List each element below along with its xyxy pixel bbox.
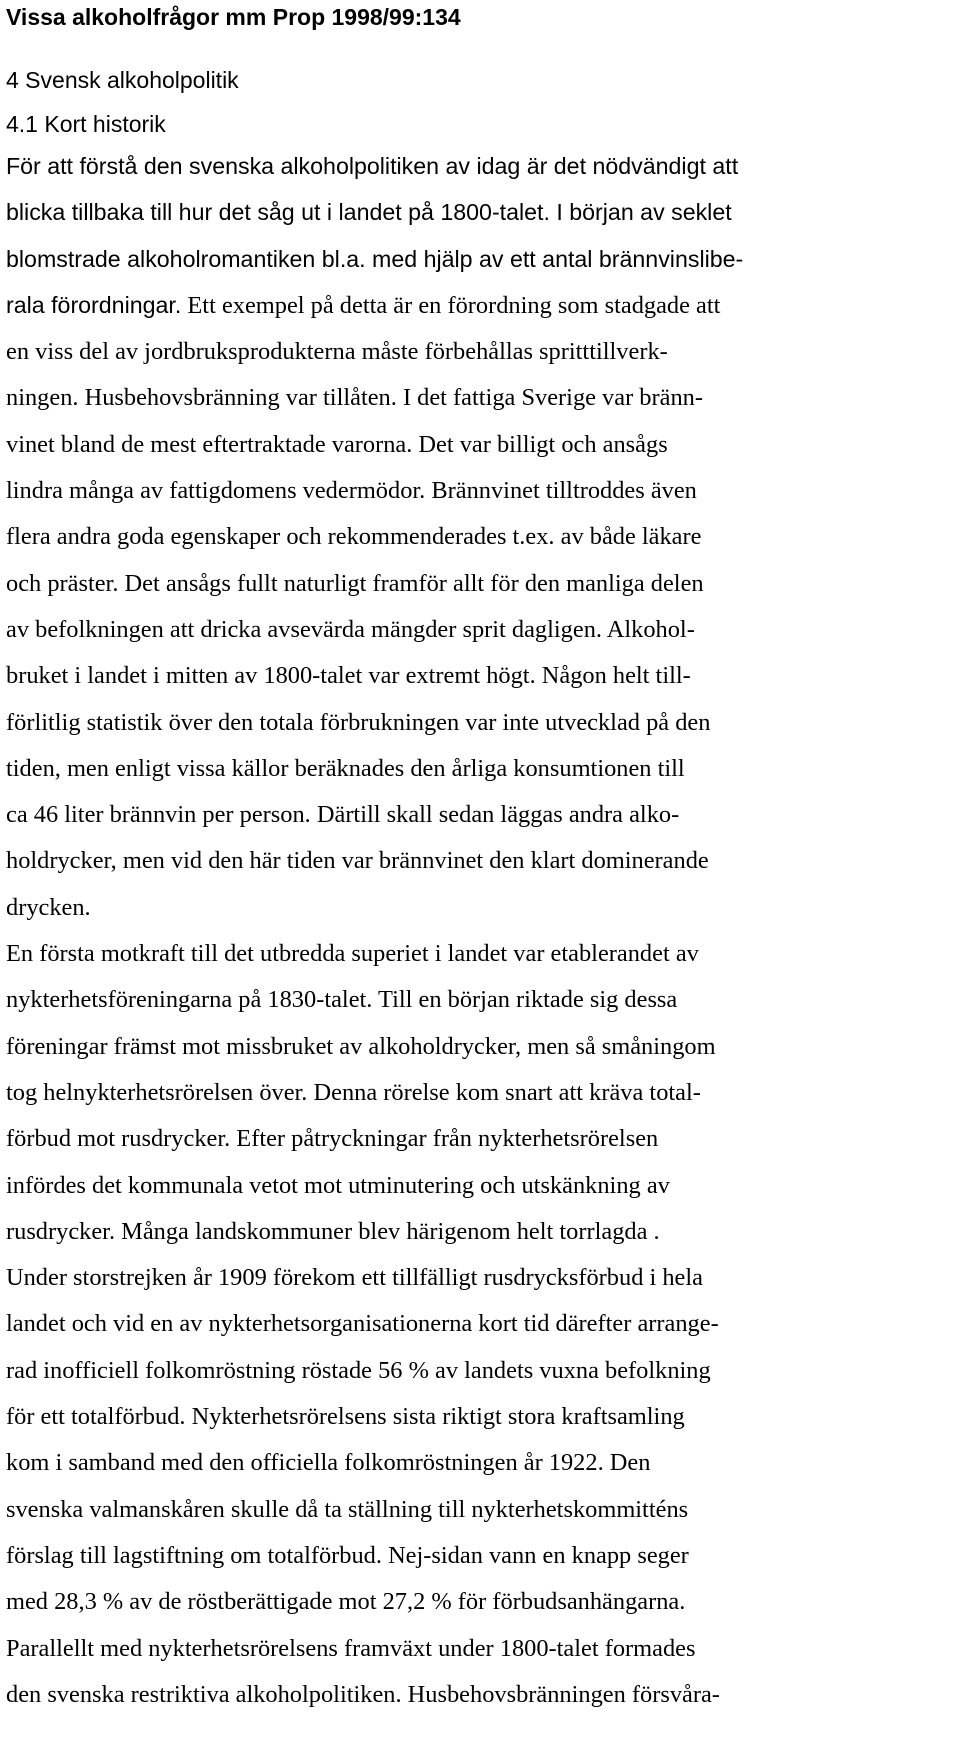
text-line: blicka tillbaka till hur det såg ut i landet på 1800-talet. I början av seklet	[6, 199, 732, 226]
subsection-heading: 4.1 Kort historik	[6, 111, 166, 137]
text-line: lindra många av fattigdomens vedermödor. Brännvinet tilltroddes även	[6, 477, 697, 505]
text-fragment: Ett exempel på detta är en förordning som stadgade att	[181, 291, 721, 319]
text-line: förslag till lagstiftning om totalförbud. Nej-sidan vann en knapp seger	[6, 1541, 689, 1569]
text-line: av befolkningen att dricka avsevärda mängder sprit dagligen. Alkohol-	[6, 615, 695, 643]
text-line: vinet bland de mest eftertraktade varorna. Det var billigt och ansågs	[6, 430, 668, 458]
text-line: och präster. Det ansågs fullt naturligt framför allt för den manliga delen	[6, 569, 704, 597]
text-line	[6, 282, 954, 329]
paragraph-2	[6, 931, 954, 1718]
document-title: Vissa alkoholfrågor mm Prop 1998/99:134	[6, 4, 461, 30]
text-line: Parallellt med nykterhetsrörelsens framväxt under 1800-talet formades	[6, 1634, 696, 1662]
text-line: förbud mot rusdrycker. Efter påtryckningar från nykterhetsrörelsen	[6, 1125, 659, 1153]
text-line: nykterhetsföreningarna på 1830-talet. Till en början riktade sig dessa	[6, 986, 678, 1014]
text-line: Under storstrejken år 1909 förekom ett tillfälligt rusdrycksförbud i hela	[6, 1264, 703, 1292]
text-line: holdrycker, men vid den här tiden var brännvinet den klart dominerande	[6, 847, 709, 875]
text-line: tiden, men enligt vissa källor beräknades den årliga konsumtionen till	[6, 754, 685, 782]
text-line: drycken.	[6, 893, 91, 921]
text-line: landet och vid en av nykterhetsorganisationerna kort tid därefter arrange-	[6, 1310, 719, 1338]
text-line: För att förstå den svenska alkoholpolitiken av idag är det nödvändigt att	[6, 153, 739, 179]
text-line: med 28,3 % av de röstberättigade mot 27,2 % för förbudsanhängarna.	[6, 1588, 686, 1616]
text-line: infördes det kommunala vetot mot utminutering och utskänkning av	[6, 1171, 670, 1199]
section-heading: 4 Svensk alkoholpolitik	[6, 67, 239, 93]
text-line: En första motkraft till det utbredda superiet i landet var etablerandet av	[6, 940, 699, 968]
text-line: den svenska restriktiva alkoholpolitiken. Husbehovsbränningen försvåra-	[6, 1680, 720, 1708]
body-text	[6, 143, 954, 1718]
text-fragment: rala förordningar.	[6, 291, 182, 318]
text-line: förlitlig statistik över den totala förbrukningen var inte utvecklad på den	[6, 708, 711, 736]
text-line: svenska valmanskåren skulle då ta ställning till nykterhetskommitténs	[6, 1495, 689, 1523]
text-line: föreningar främst mot missbruket av alkoholdrycker, men så småningom	[6, 1032, 716, 1060]
text-line: flera andra goda egenskaper och rekommenderades t.ex. av både läkare	[6, 523, 702, 551]
text-line: bruket i landet i mitten av 1800-talet var extremt högt. Någon helt till-	[6, 662, 691, 690]
paragraph-1	[6, 143, 954, 931]
text-line: blomstrade alkoholromantiken bl.a. med hjälp av ett antal brännvinslibe-	[6, 245, 744, 272]
text-line: ningen. Husbehovsbränning var tillåten. I det fattiga Sverige var bränn-	[6, 384, 703, 412]
text-line: en viss del av jordbruksprodukterna måste förbehållas spritttillverk-	[6, 338, 668, 366]
text-line: tog helnykterhetsrörelsen över. Denna rörelse kom snart att kräva total-	[6, 1078, 701, 1106]
document-page	[6, 0, 954, 1718]
text-line: ca 46 liter brännvin per person. Därtill skall sedan läggas andra alko-	[6, 801, 680, 829]
text-line: för ett totalförbud. Nykterhetsrörelsens sista riktigt stora kraftsamling	[6, 1403, 685, 1431]
text-line: rad inofficiell folkomröstning röstade 56 % av landets vuxna befolkning	[6, 1356, 711, 1384]
text-line: kom i samband med den officiella folkomröstningen år 1922. Den	[6, 1449, 651, 1477]
text-line: rusdrycker. Många landskommuner blev härigenom helt torrlagda .	[6, 1217, 660, 1245]
